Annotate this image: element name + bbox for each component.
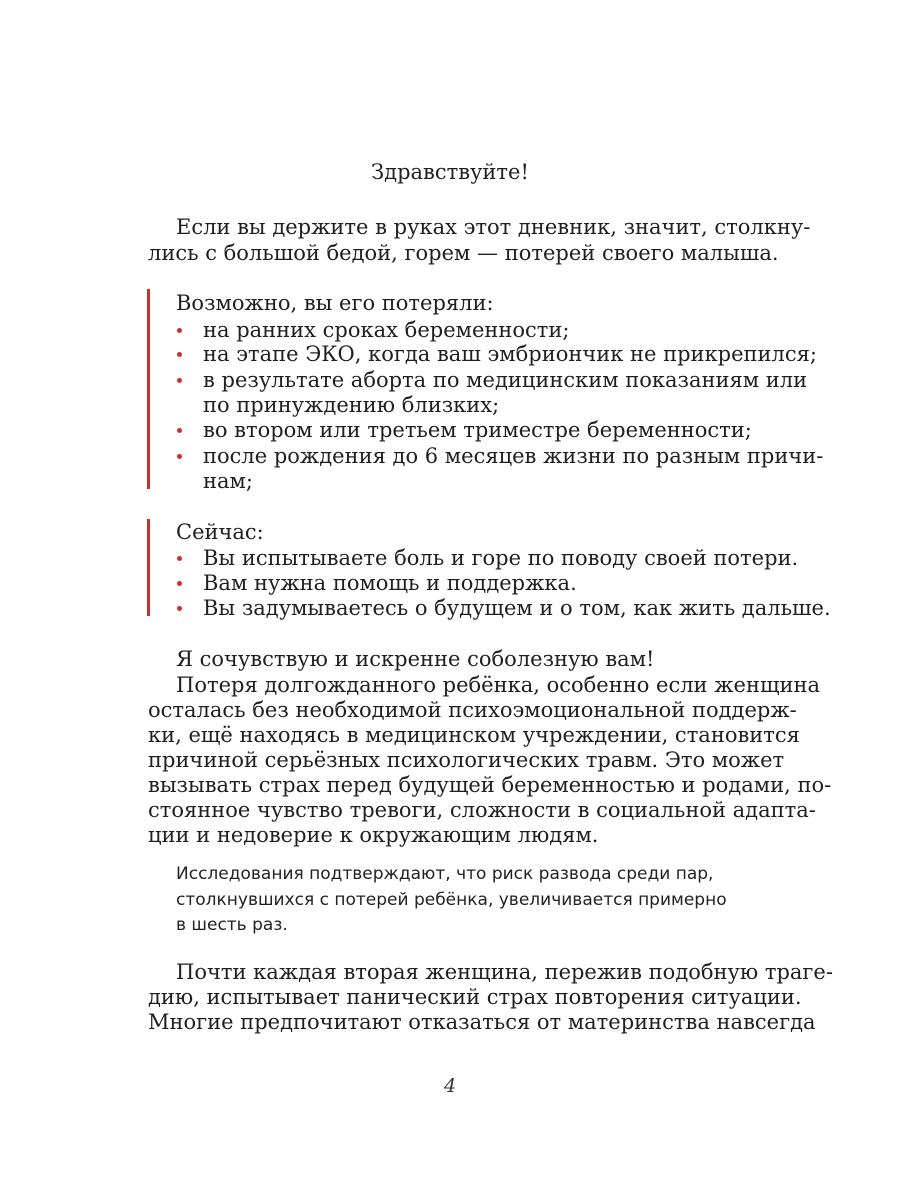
note-line: столкнувшихся с потерей ребёнка, увеличивается примерно bbox=[176, 890, 727, 910]
body-line: Почти каждая вторая женщина, пережив подобную траге- bbox=[176, 960, 833, 984]
body-line: осталась без необходимой психоэмоциональной поддерж- bbox=[148, 698, 797, 722]
page-title: Здравствуйте! bbox=[371, 160, 529, 184]
block-heading: Возможно, вы его потеряли: bbox=[176, 291, 494, 315]
bullet-icon bbox=[175, 443, 187, 469]
bullet-icon bbox=[175, 417, 187, 443]
list-item: Вы задумываетесь о будущем и о том, как жить дальше. bbox=[203, 596, 831, 620]
bullet-icon bbox=[175, 545, 187, 571]
list-item-continued: по принуждению близких; bbox=[203, 393, 500, 417]
accent-bar bbox=[147, 289, 150, 489]
body-line: дию, испытывает панический страх повторения ситуации. bbox=[148, 985, 802, 1009]
list-item: Вам нужна помощь и поддержка. bbox=[203, 571, 577, 595]
page-number: 4 bbox=[443, 1075, 457, 1097]
list-item: на этапе ЭКО, когда ваш эмбриончик не прикрепился; bbox=[203, 342, 817, 366]
body-line: ки, ещё находясь в медицинском учреждении, становится bbox=[148, 723, 800, 747]
body-line: Многие предпочитают отказаться от материнства навсегда bbox=[148, 1010, 816, 1034]
list-item: на ранних сроках беременности; bbox=[203, 318, 570, 342]
list-item-continued: нам; bbox=[203, 469, 253, 493]
intro-line: Если вы держите в руках этот дневник, значит, столкну- bbox=[176, 215, 811, 239]
bullet-icon bbox=[175, 317, 187, 343]
list-item: после рождения до 6 месяцев жизни по разным причи- bbox=[203, 444, 824, 468]
body-line: стоянное чувство тревоги, сложности в социальной адапта- bbox=[148, 798, 816, 822]
sympathy-line: Я сочувствую и искренне соболезную вам! bbox=[176, 647, 655, 671]
body-line: причиной серьёзных психологических травм. Это может bbox=[148, 748, 785, 772]
accent-bar bbox=[147, 519, 150, 616]
list-item: в результате аборта по медицинским показаниям или bbox=[203, 368, 808, 392]
bullet-icon bbox=[175, 367, 187, 393]
bullet-icon bbox=[175, 595, 187, 621]
body-line: Потеря долгожданного ребёнка, особенно если женщина bbox=[176, 673, 820, 697]
block-heading: Сейчас: bbox=[176, 520, 264, 544]
list-item: во втором или третьем триместре беременности; bbox=[203, 418, 752, 442]
list-item: Вы испытываете боль и горе по поводу своей потери. bbox=[203, 546, 799, 570]
note-line: Исследования подтверждают, что риск развода среди пар, bbox=[176, 864, 714, 884]
body-line: вызывать страх перед будущей беременностью и родами, по- bbox=[148, 773, 832, 797]
bullet-icon bbox=[175, 341, 187, 367]
body-line: ции и недоверие к окружающим людям. bbox=[148, 823, 599, 847]
note-line: в шесть раз. bbox=[176, 915, 288, 935]
intro-line: лись с большой бедой, горем — потерей своего малыша. bbox=[148, 241, 779, 265]
bullet-icon bbox=[175, 570, 187, 596]
